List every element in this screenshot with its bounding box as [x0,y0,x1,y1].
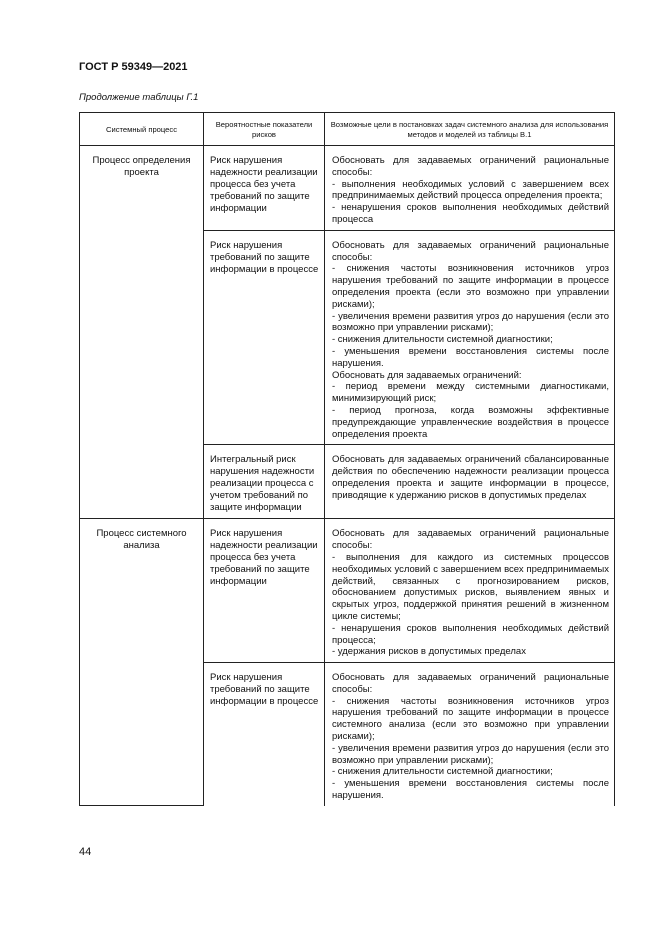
goal-line: - удержания рисков в допустимых пределах [332,646,526,658]
goal-line: - выполнения для каждого из системных процессов необходимых условий с завершением всех предпринимаемых действий, связанных с прогнозированием рисков, обоснованием допустимых рисков, выявлением явных и скрытых угроз, поддержкой принятия решений в жизненном цикле системы; [332,551,609,622]
document-header: ГОСТ Р 59349—2021 [79,61,188,73]
goal-line: - ненарушения сроков выполнения необходимых действий процесса; [332,622,609,646]
table-row [80,519,615,663]
goal-line: - выполнения необходимых условий с завершением всех предпринимаемых действий процесса определения проекта; [332,178,609,202]
goal-line: Обосновать для задаваемых ограничений рациональные способы: [332,528,609,552]
risk-cell: Риск нарушения требований по защите информации в процессе [204,663,325,806]
goal-line: - уменьшения времени восстановления системы после нарушения. [332,345,609,369]
goals-cell [325,445,615,519]
goal-line: - увеличения времени развития угроз до нарушения (если это возможно при управлении рисками); [332,742,609,766]
goals-cell [325,519,615,663]
column-header-risk: Вероятностные показатели рисков [204,113,325,146]
goal-line: Обосновать для задаваемых ограничений: [332,369,522,381]
goal-line: Обосновать для задаваемых ограничений рациональные способы: [332,155,609,178]
column-header-goals: Возможные цели в постановках задач системного анализа для использования методов и моделей из таблицы В.1 [325,113,615,146]
goal-line: - снижения частоты возникновения источников угроз нарушения требований по защите информации в процессе определения проекта (если это возможно при управлении рисками); [332,263,609,310]
process-cell: Процесс системного анализа [80,519,204,806]
goal-line: - ненарушения сроков выполнения необходимых действий процесса [332,202,609,225]
goals-cell [325,663,615,806]
page-number: 44 [79,846,92,858]
risk-table [79,112,615,806]
goal-line: - снижения длительности системной диагностики; [332,334,553,346]
risk-cell: Риск нарушения надежности реализации процесса без учета требований по защите информации [204,519,325,663]
goals-cell [325,146,615,231]
goal-line: - период прогноза, когда возможны эффективные предупреждающие управленческие воздействия в процессе определения проекта [332,404,609,440]
goal-line: - снижения частоты возникновения источников угроз нарушения требований по защите информации в процессе системного анализа (если это возможно при управлении рисками); [332,695,609,743]
goal-line: Обосновать для задаваемых ограничений рациональные способы: [332,672,609,695]
table-row [80,146,615,231]
goal-line: Обосновать для задаваемых ограничений сбалансированные действия по обеспечению надежности реализации процесса определения проекта и защите информации в процессе, приводящие к удержанию рисков в допустимых пределах [332,454,609,501]
risk-cell: Интегральный риск нарушения надежности реализации процесса с учетом требований по защите информации [204,445,325,519]
goal-line: - снижения длительности системной диагностики; [332,766,553,778]
table-caption: Продолжение таблицы Г.1 [79,92,199,103]
table-header-row [80,113,615,146]
goal-line: - увеличения времени развития угроз до нарушения (если это возможно при управлении рисками); [332,310,609,334]
goals-cell [325,230,615,445]
risk-cell: Риск нарушения требований по защите информации в процессе [204,230,325,445]
goal-line: - уменьшения времени восстановления системы после нарушения. [332,778,609,802]
process-cell: Процесс определения проекта [80,146,204,519]
goal-line: Обосновать для задаваемых ограничений рациональные способы: [332,239,609,263]
risk-cell: Риск нарушения надежности реализации процесса без учета требований по защите информации [204,146,325,231]
column-header-process: Системный процесс [80,113,204,146]
goal-line: - период времени между системными диагностиками, минимизирующий риск; [332,381,609,405]
